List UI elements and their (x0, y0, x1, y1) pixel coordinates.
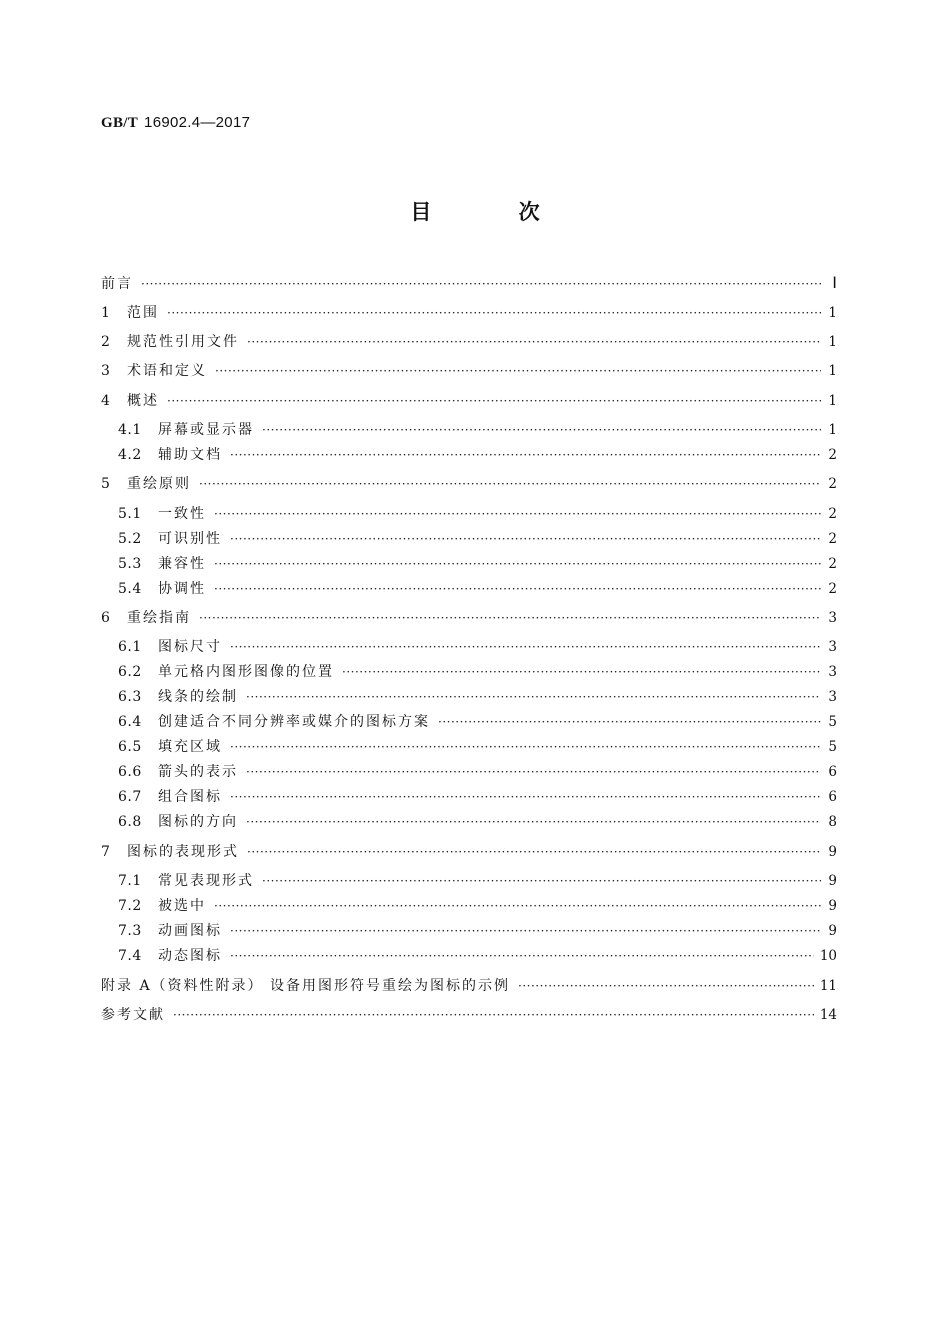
toc-entry-label: 重绘指南 (127, 610, 191, 626)
toc-entry-number: 7.1 (118, 873, 142, 889)
toc-leader-dots (518, 974, 814, 998)
toc-entry[interactable] (118, 418, 837, 442)
toc-entry[interactable] (101, 359, 837, 383)
toc-entry-page: 2 (828, 447, 837, 463)
toc-entry-label: 屏幕或显示器 (158, 422, 254, 438)
toc-entry-label: 创建适合不同分辨率或媒介的图标方案 (158, 714, 430, 730)
toc-entry[interactable] (101, 472, 837, 496)
toc-entry-label: 图标尺寸 (158, 639, 222, 655)
toc-entry-label: 图标的方向 (158, 814, 238, 830)
toc-entry-label: 前言 (101, 276, 133, 292)
toc-entry-page: 2 (828, 581, 837, 597)
toc-entry-page: 14 (819, 1007, 837, 1023)
toc-entry-label: 重绘原则 (127, 476, 191, 492)
toc-leader-dots (247, 840, 821, 864)
toc-entry-label: 常见表现形式 (158, 873, 254, 889)
toc-entry[interactable] (118, 869, 837, 893)
toc-entry-label: 组合图标 (158, 789, 222, 805)
toc-leader-dots (141, 272, 821, 296)
toc-entry-number: 4.1 (118, 422, 142, 438)
toc-leader-dots (247, 330, 821, 354)
toc-entry-page: 3 (828, 664, 837, 680)
standard-prefix: GB/T (101, 115, 139, 131)
toc-leader-dots (230, 527, 821, 551)
toc-entry-number: 6 (101, 610, 111, 626)
toc-entry-page: 10 (819, 948, 837, 964)
toc-entry[interactable] (101, 1003, 837, 1027)
toc-entry[interactable] (118, 527, 837, 551)
toc-entry[interactable] (118, 660, 837, 684)
toc-entry-number: 6.2 (118, 664, 142, 680)
toc-leader-dots (230, 785, 821, 809)
toc-leader-dots (199, 472, 821, 496)
toc-entry-number: 5 (101, 476, 111, 492)
toc-leader-dots (342, 660, 821, 684)
toc-entry-number: 6.8 (118, 814, 142, 830)
toc-entry-number: 7 (101, 844, 111, 860)
toc-entry-label: 动画图标 (158, 923, 222, 939)
toc-entry[interactable] (118, 785, 837, 809)
toc-entry-number: 7.4 (118, 948, 142, 964)
toc-entry[interactable] (118, 944, 837, 968)
document-code (101, 114, 250, 132)
toc-leader-dots (230, 443, 821, 467)
toc-leader-dots (262, 869, 821, 893)
toc-entry[interactable] (118, 443, 837, 467)
toc-entry-label: 被选中 (158, 898, 206, 914)
toc-entry-label: 图标的表现形式 (127, 844, 239, 860)
toc-leader-dots (199, 606, 821, 630)
toc-entry[interactable] (118, 810, 837, 834)
toc-entry-page: 2 (828, 556, 837, 572)
toc-entry[interactable] (118, 919, 837, 943)
toc-entry[interactable] (118, 710, 837, 734)
toc-leader-dots (262, 418, 821, 442)
toc-entry-number: 5.1 (118, 506, 142, 522)
toc-entry[interactable] (118, 577, 837, 601)
toc-entry[interactable] (101, 974, 837, 998)
toc-entry-number: 6.4 (118, 714, 142, 730)
toc-entry-number: 7.3 (118, 923, 142, 939)
toc-entry[interactable] (101, 301, 837, 325)
toc-entry-number: 7.2 (118, 898, 142, 914)
toc-title: 目 次 (410, 200, 580, 224)
toc-entry-page: 5 (828, 739, 837, 755)
toc-entry-page: 6 (828, 764, 837, 780)
toc-entry-label: 一致性 (158, 506, 206, 522)
toc-entry-page: 1 (828, 422, 837, 438)
toc-leader-dots (230, 919, 821, 943)
toc-entry-page: 9 (828, 923, 837, 939)
toc-entry-label: 兼容性 (158, 556, 206, 572)
standard-number: 16902.4—2017 (144, 114, 251, 131)
toc-entry-label: 范围 (127, 305, 159, 321)
toc-entry-number: 4.2 (118, 447, 142, 463)
toc-leader-dots (214, 552, 821, 576)
toc-leader-dots (214, 577, 821, 601)
toc-entry-page: 11 (819, 978, 837, 994)
toc-entry-label: 附录 A（资料性附录） 设备用图形符号重绘为图标的示例 (101, 978, 511, 994)
toc-entry-page: 5 (828, 714, 837, 730)
toc-entry-page: Ⅰ (832, 275, 837, 292)
toc-entry-page: 8 (828, 814, 837, 830)
toc-leader-dots (167, 301, 821, 325)
toc-entry-label: 概述 (127, 393, 159, 409)
toc-entry-number: 1 (101, 305, 111, 321)
toc-entry-page: 2 (828, 476, 837, 492)
toc-entry-page: 9 (828, 844, 837, 860)
toc-entry-label: 规范性引用文件 (127, 334, 239, 350)
toc-entry-label: 箭头的表示 (158, 764, 238, 780)
toc-entry-page: 1 (828, 334, 837, 350)
toc-entry-number: 5.3 (118, 556, 142, 572)
toc-entry-page: 1 (828, 305, 837, 321)
toc-leader-dots (246, 685, 821, 709)
toc-leader-dots (246, 760, 821, 784)
toc-leader-dots (230, 635, 821, 659)
toc-entry-label: 术语和定义 (127, 363, 207, 379)
toc-entry[interactable] (118, 735, 837, 759)
toc-entry[interactable] (101, 330, 837, 354)
toc-entry[interactable] (118, 502, 837, 526)
toc-entry-number: 6.5 (118, 739, 142, 755)
toc-entry-number: 6.7 (118, 789, 142, 805)
toc-entry-label: 辅助文档 (158, 447, 222, 463)
toc-entry-label: 参考文献 (101, 1007, 165, 1023)
toc-entry-page: 2 (828, 531, 837, 547)
toc-entry[interactable] (101, 606, 837, 630)
toc-entry-label: 可识别性 (158, 531, 222, 547)
toc-leader-dots (438, 710, 821, 734)
toc-entry-page: 9 (828, 873, 837, 889)
toc-leader-dots (214, 502, 821, 526)
toc-entry-page: 3 (828, 689, 837, 705)
toc-entry-number: 5.2 (118, 531, 142, 547)
toc-entry-number: 5.4 (118, 581, 142, 597)
toc-entry[interactable] (118, 685, 837, 709)
toc-entry[interactable] (101, 389, 837, 413)
toc-entry-label: 线条的绘制 (158, 689, 238, 705)
toc-entry[interactable] (101, 272, 837, 296)
toc-leader-dots (173, 1003, 814, 1027)
toc-entry-number: 6.1 (118, 639, 142, 655)
toc-entry-page: 1 (828, 393, 837, 409)
toc-entry-page: 9 (828, 898, 837, 914)
toc-entry-number: 3 (101, 363, 111, 379)
toc-leader-dots (246, 810, 821, 834)
toc-entry-label: 协调性 (158, 581, 206, 597)
toc-entry-number: 2 (101, 334, 111, 350)
toc-entry[interactable] (118, 635, 837, 659)
toc-entry[interactable] (118, 760, 837, 784)
toc-entry-page: 3 (828, 639, 837, 655)
toc-entry[interactable] (118, 894, 837, 918)
toc-entry-number: 6.6 (118, 764, 142, 780)
toc-entry-page: 6 (828, 789, 837, 805)
toc-entry-label: 填充区域 (158, 739, 222, 755)
toc-entry-page: 2 (828, 506, 837, 522)
toc-entry[interactable] (118, 552, 837, 576)
toc-entry-page: 3 (828, 610, 837, 626)
toc-entry-number: 6.3 (118, 689, 142, 705)
toc-leader-dots (230, 735, 821, 759)
toc-leader-dots (214, 894, 821, 918)
toc-entry-label: 单元格内图形图像的位置 (158, 664, 334, 680)
toc-leader-dots (167, 389, 821, 413)
toc-leader-dots (230, 944, 814, 968)
toc-entry[interactable] (101, 840, 837, 864)
toc-entry-page: 1 (828, 363, 837, 379)
toc-entry-label: 动态图标 (158, 948, 222, 964)
toc-entry-number: 4 (101, 393, 111, 409)
toc-leader-dots (215, 359, 821, 383)
